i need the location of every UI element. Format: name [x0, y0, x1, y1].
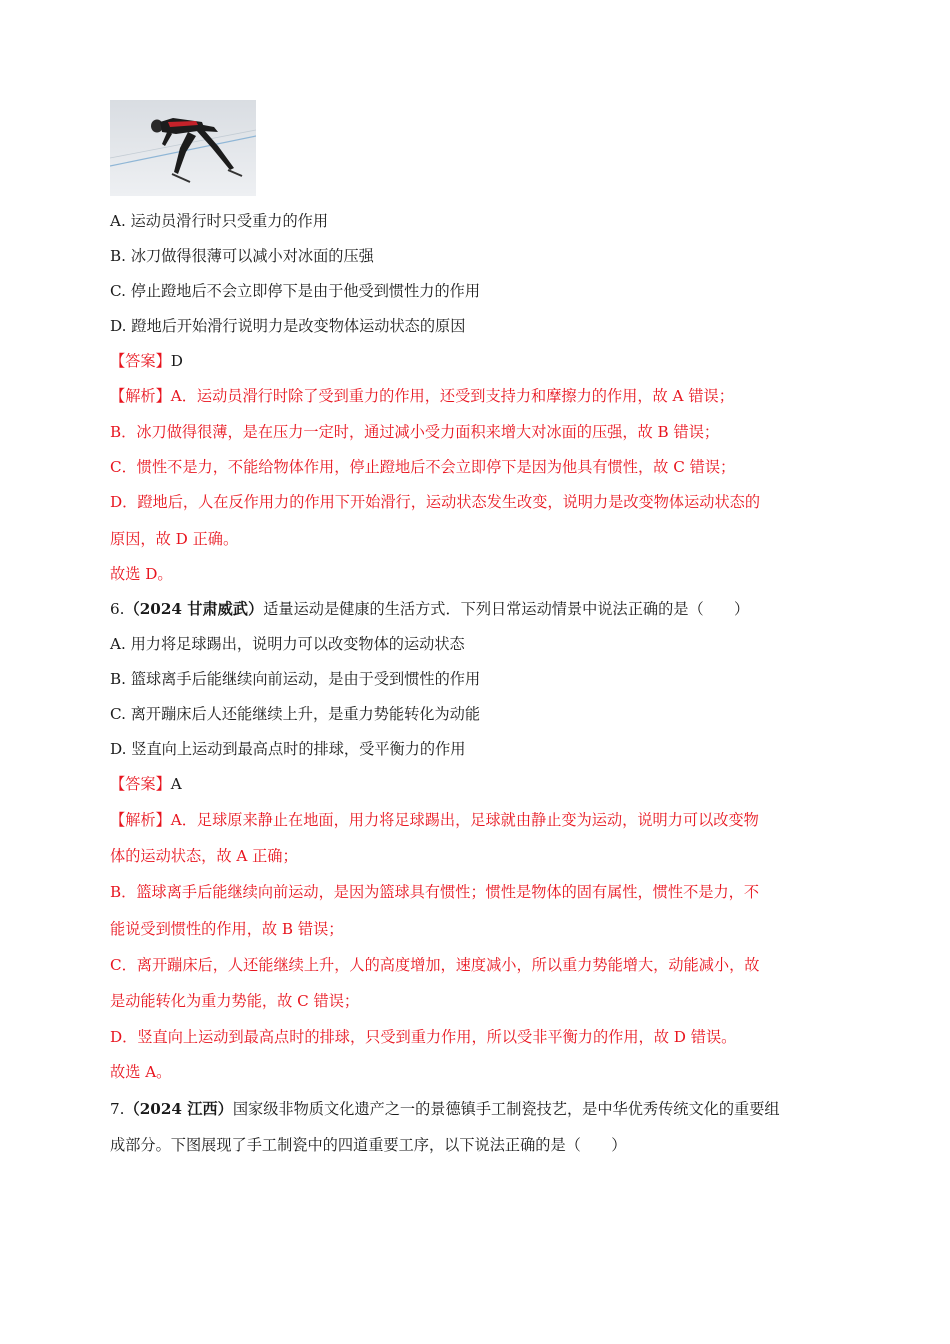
analysis-tag: 【解析】 [110, 387, 171, 405]
q6-analysis-line-2: 体的运动状态，故 A 正确； [110, 847, 298, 865]
q6-analysis-line-1 [110, 810, 759, 830]
q7-source: （2024 江西） [124, 1100, 233, 1118]
q5-answer-line [110, 351, 183, 371]
q6-option-c: C. 离开蹦床后人还能继续上升，是重力势能转化为动能 [110, 705, 481, 723]
q7-stem-line-2: 成部分。下图展现了手工制瓷中的四道重要工序，以下说法正确的是（ ） [110, 1136, 627, 1154]
q5-analysis-line-3: C．惯性不是力，不能给物体作用，停止蹬地后不会立即停下是因为他具有惯性，故 C 错误； [110, 458, 736, 476]
q7-number: 7. [110, 1100, 125, 1118]
q6-source: （2024 甘肃威武） [124, 600, 264, 618]
q5-analysis-line-2: B．冰刀做得很薄，是在压力一定时，通过减小受力面积来增大对冰面的压强，故 B 错误； [110, 423, 720, 441]
q6-analysis-line-3: B．篮球离手后能继续向前运动，是因为篮球具有惯性；惯性是物体的固有属性，惯性不是力，不 [110, 883, 760, 901]
speed-skater-photo [110, 100, 256, 196]
answer-tag: 【答案】 [110, 352, 171, 370]
answer-tag: 【答案】 [110, 775, 171, 793]
q5-option-b: B. 冰刀做得很薄可以减小对冰面的压强 [110, 247, 374, 265]
q6-stem-text: 适量运动是健康的生活方式．下列日常运动情景中说法正确的是（ ） [263, 600, 750, 618]
q6-analysis-line-4: 能说受到惯性的作用，故 B 错误； [110, 920, 344, 938]
q6-answer: A [170, 775, 182, 793]
q6-analysis-line-6: 是动能转化为重力势能，故 C 错误； [110, 992, 360, 1010]
analysis-tag: 【解析】 [110, 811, 171, 829]
q5-analysis-line-1 [110, 386, 734, 406]
q7-stem-text: 国家级非物质文化遗产之一的景德镇手工制瓷技艺，是中华优秀传统文化的重要组 [232, 1100, 780, 1118]
q6-analysis-line-7: D．竖直向上运动到最高点时的排球，只受到重力作用，所以受非平衡力的作用，故 D 错误。 [110, 1028, 737, 1046]
q5-option-a: A. 运动员滑行时只受重力的作用 [110, 212, 329, 230]
q6-option-a: A. 用力将足球踢出，说明力可以改变物体的运动状态 [110, 635, 465, 653]
q6-option-d: D. 竖直向上运动到最高点时的排球，受平衡力的作用 [110, 740, 466, 758]
q6-stem [110, 599, 749, 619]
q5-analysis-line-4: D．蹬地后，人在反作用力的作用下开始滑行，运动状态发生改变，说明力是改变物体运动状态的 [110, 493, 761, 511]
q5-analysis-line-5: 原因，故 D 正确。 [110, 530, 239, 548]
q5-answer: D [170, 352, 183, 370]
q5-option-d: D. 蹬地后开始滑行说明力是改变物体运动状态的原因 [110, 317, 466, 335]
q6-option-b: B. 篮球离手后能继续向前运动，是由于受到惯性的作用 [110, 670, 481, 688]
q7-stem-line-1 [110, 1099, 780, 1119]
q6-number: 6. [110, 600, 125, 618]
q5-analysis-text: A．运动员滑行时除了受到重力的作用，还受到支持力和摩擦力的作用，故 A 错误； [170, 387, 734, 405]
q5-conclusion: 故选 D。 [110, 565, 173, 583]
q6-answer-line [110, 774, 182, 794]
q6-analysis-line-5: C．离开蹦床后，人还能继续上升，人的高度增加，速度减小，所以重力势能增大，动能减小，故 [110, 956, 760, 974]
q6-analysis-text: A．足球原来静止在地面，用力将足球踢出，足球就由静止变为运动，说明力可以改变物 [170, 811, 759, 829]
q5-option-c: C. 停止蹬地后不会立即停下是由于他受到惯性力的作用 [110, 282, 481, 300]
q6-conclusion: 故选 A。 [110, 1063, 172, 1081]
